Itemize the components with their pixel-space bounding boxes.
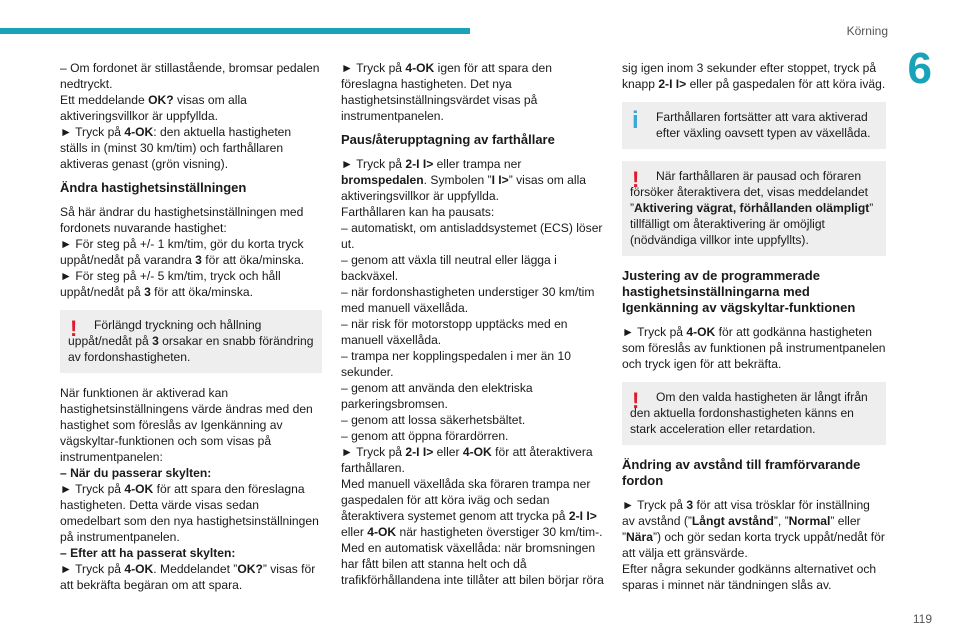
chapter-number: 6 (907, 44, 932, 93)
paragraph: När funktionen är aktiverad kan hastighetsinställningens värde ändras med den hastighet som föreslås av Igenkänning av vägskyltar-funktionen och som visas på instrumentpanelen: – När du passerar skylten: ► Tryck på 4-OK för att spara den föreslagna hastigheten. Detta värde visas sedan omedelbart som den nya hastighetsinställningen på instrumentpanelen. – Efter att ha passerat skylten: ► Tryck på 4-OK. Meddelandet ”OK?” visas för att bekräfta begäran om att spara. (60, 386, 319, 592)
paragraph: ► Tryck på 3 för att visa trösklar för inställning av avstånd (”Långt avstånd”, ”Normal” eller ”Nära”) och gör sedan korta tryck uppåt/nedåt för att välja ett gränsvärde. Efter några sekunder godkänns alternativet och sparas i minnet när tändningen slås av. (622, 498, 885, 592)
page-number: 119 (912, 612, 932, 626)
info-icon: i (632, 107, 639, 134)
warning-box: ! Om den valda hastigheten är långt ifrån den aktuella fordonshastigheten känns en stark acceleration eller retardation. (622, 382, 886, 445)
warning-box: ! När farthållaren är pausad och föraren försöker återaktivera det, visas meddelandet ”Aktivering vägrat, förhållanden olämpligt” tillfälligt om återaktivering är omöjligt (nödvändiga villkor inte uppfyllts). (622, 161, 886, 256)
list-item: – genom att lossa säkerhetsbältet. (341, 413, 526, 427)
list-item: – genom att använda den elektriska parkeringsbromsen. (341, 381, 533, 411)
paragraph: – Om fordonet är stillastående, bromsar pedalen nedtryckt. Ett meddelande OK? visas om alla aktiveringsvillkor är uppfyllda. ► Tryck på 4-OK: den aktuella hastigheten ställs in (minst 30 km/tim) och farthållaren aktiveras genast (grön visning). (60, 61, 320, 171)
paragraph: sig igen inom 3 sekunder efter stoppet, tryck på knapp 2-I I> eller på gaspedalen för att köra iväg. (622, 61, 886, 91)
list-item: – genom att öppna förardörren. (341, 429, 509, 443)
info-box: i Farthållaren fortsätter att vara aktiverad efter växling oavsett typen av växellåda. (622, 102, 886, 149)
warning-box: ! Förlängd tryckning och hållning uppåt/nedåt på 3 orsakar en snabb förändring av fordonshastigheten. (60, 310, 322, 373)
column-1 (60, 60, 322, 599)
section-heading: Ändring av avstånd till framförvarande fordon (622, 457, 861, 488)
warning-icon: ! (632, 167, 640, 192)
paragraph: ► Tryck på 4-OK igen för att spara den föreslagna hastigheten. Det nya hastighetsinställningsvärdet visas på instrumentpanelen. (341, 61, 552, 123)
list-item: – trampa ner kopplingspedalen i mer än 10 sekunder. (341, 349, 571, 379)
section-heading: Justering av de programmerade hastighetsinställningarna med Igenkänning av vägskyltar-funktionen (622, 268, 856, 315)
section-heading: Paus/återupptagning av farthållare (341, 132, 555, 147)
warning-icon: ! (70, 316, 78, 341)
list-item: – genom att växla till neutral eller lägga i backväxel. (341, 253, 557, 283)
chapter-color-bar (0, 28, 470, 34)
section-title: Körning (846, 24, 888, 38)
section-heading: Ändra hastighetsinställningen (60, 180, 247, 195)
paragraph: ► Tryck på 2-I I> eller trampa ner bromspedalen. Symbolen ”I I>” visas om alla aktiveringsvillkor är uppfyllda. Farthållaren kan ha pausats: – automatiskt, om antisladdsystemet (ECS) löser ut. – genom att växla till neutral eller lägga i backväxel. – när fordonshastigheten understiger 30 km/tim med manuell växellåda. – när risk för motorstopp upptäcks med en manuell växellåda. – trampa ner kopplingspedalen i mer än 10 sekunder. – genom att använda den elektriska parkeringsbromsen. – genom att lossa säkerhetsbältet. – genom att öppna förardörren. ► Tryck på 2-I I> eller 4-OK för att återaktivera farthållaren. Med manuell växellåda ska föraren trampa ner gaspedalen för att köra iväg och sedan återaktivera systemet genom att trycka på 2-I I> eller 4-OK när hastigheten överstiger 30 km/tim-. Med en automatisk växellåda: när bromsningen har fått bilen att stanna helt och då trafikförhållandena inte tillåter att bilen börjar röra (341, 157, 604, 587)
warning-icon: ! (632, 388, 640, 413)
list-item: – när fordonshastigheten understiger 30 km/tim med manuell växellåda. (341, 285, 595, 315)
list-item: – automatiskt, om antisladdsystemet (ECS) löser ut. (341, 221, 603, 251)
column-2 (341, 60, 605, 594)
paragraph: ► Tryck på 4-OK för att godkänna hastigheten som föreslås av funktionen på instrumentpanelen och tryck igen för att bekräfta. (622, 325, 886, 371)
list-item: – när risk för motorstopp upptäcks med en manuell växellåda. (341, 317, 568, 347)
paragraph: Så här ändrar du hastighetsinställningen med fordonets nuvarande hastighet: ► För steg på +/- 1 km/tim, gör du korta tryck uppåt/nedåt på varandra 3 för att öka/minska. ► För steg på +/- 5 km/tim, tryck och håll uppåt/nedåt på 3 för att öka/minska. (60, 205, 305, 299)
column-3 (622, 60, 886, 599)
